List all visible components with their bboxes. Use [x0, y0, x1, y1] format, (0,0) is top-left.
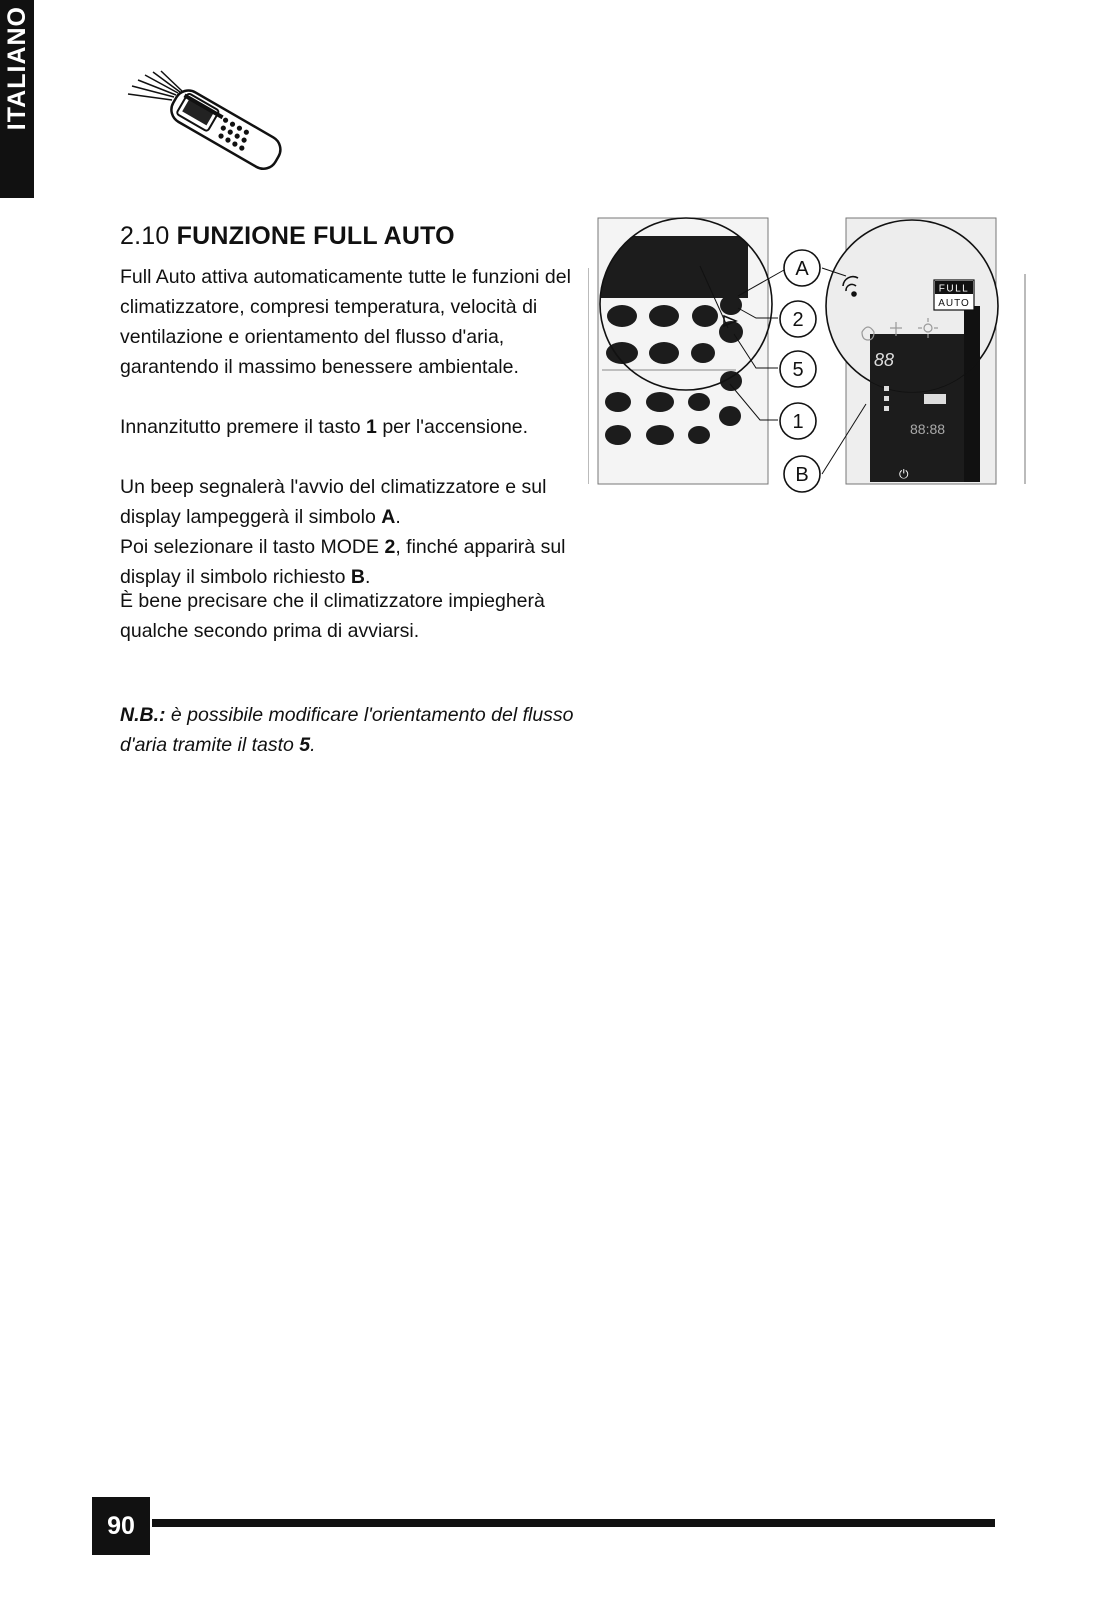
language-tab [0, 0, 34, 198]
callout-2 [780, 301, 816, 337]
callout-1 [780, 403, 816, 439]
note-label: N.B.: [120, 704, 166, 726]
svg-text:2: 2 [792, 309, 804, 331]
display-full-badge: FULL [938, 283, 970, 295]
svg-text:B: B [795, 464, 809, 486]
svg-text:⏻: ⏻ [899, 467, 909, 481]
section-title: FUNZIONE FULL AUTO [176, 222, 455, 250]
page-number: 90 [92, 1497, 150, 1555]
svg-text:A: A [795, 258, 809, 280]
key-ref: 5 [299, 734, 311, 756]
mode-paragraph: Un beep segnalerà l'avvio del climatizzatore e sul display lampeggerà il simbolo A. Poi selezionare il tasto MODE 2, finché apparirà sul display il simbolo richiesto B. [120, 476, 566, 588]
key-ref: 1 [366, 416, 377, 438]
language-tab-label: ITALIANO [3, 6, 31, 131]
remote-button-panel [598, 218, 772, 484]
power-on-paragraph: Innanzitutto premere il tasto 1 per l'accensione. [120, 416, 529, 438]
note-paragraph: N.B.: è possibile modificare l'orientamento del flusso d'aria tramite il tasto 5. [120, 704, 574, 756]
svg-text:88:88: 88:88 [910, 421, 946, 437]
symbol-ref: B [350, 566, 365, 588]
callout-a [784, 250, 820, 286]
intro-paragraph: Full Auto attiva automaticamente tutte le funzioni del climatizzatore, compresi temperatura, velocità di ventilazione e orientamento del flusso d'aria, garantendo il massimo benessere ambientale. [120, 266, 571, 378]
callout-5 [780, 351, 816, 387]
startup-delay-paragraph: È bene precisare che il climatizzatore impiegherà qualche secondo prima di avviarsi. [120, 590, 545, 642]
svg-text:5: 5 [792, 359, 804, 381]
key-ref: 2 [384, 536, 396, 558]
remote-illustration [588, 216, 1050, 508]
svg-text:1: 1 [792, 411, 804, 433]
callout-b [784, 456, 820, 492]
svg-text:88: 88 [874, 350, 895, 370]
remote-display-panel [826, 218, 998, 484]
section-heading [120, 222, 455, 251]
display-auto-badge: AUTO [938, 298, 970, 309]
section-number: 2.10 [120, 222, 170, 250]
symbol-ref: A [381, 506, 396, 528]
remote-control-icon [118, 70, 288, 180]
footer-rule [152, 1519, 995, 1527]
